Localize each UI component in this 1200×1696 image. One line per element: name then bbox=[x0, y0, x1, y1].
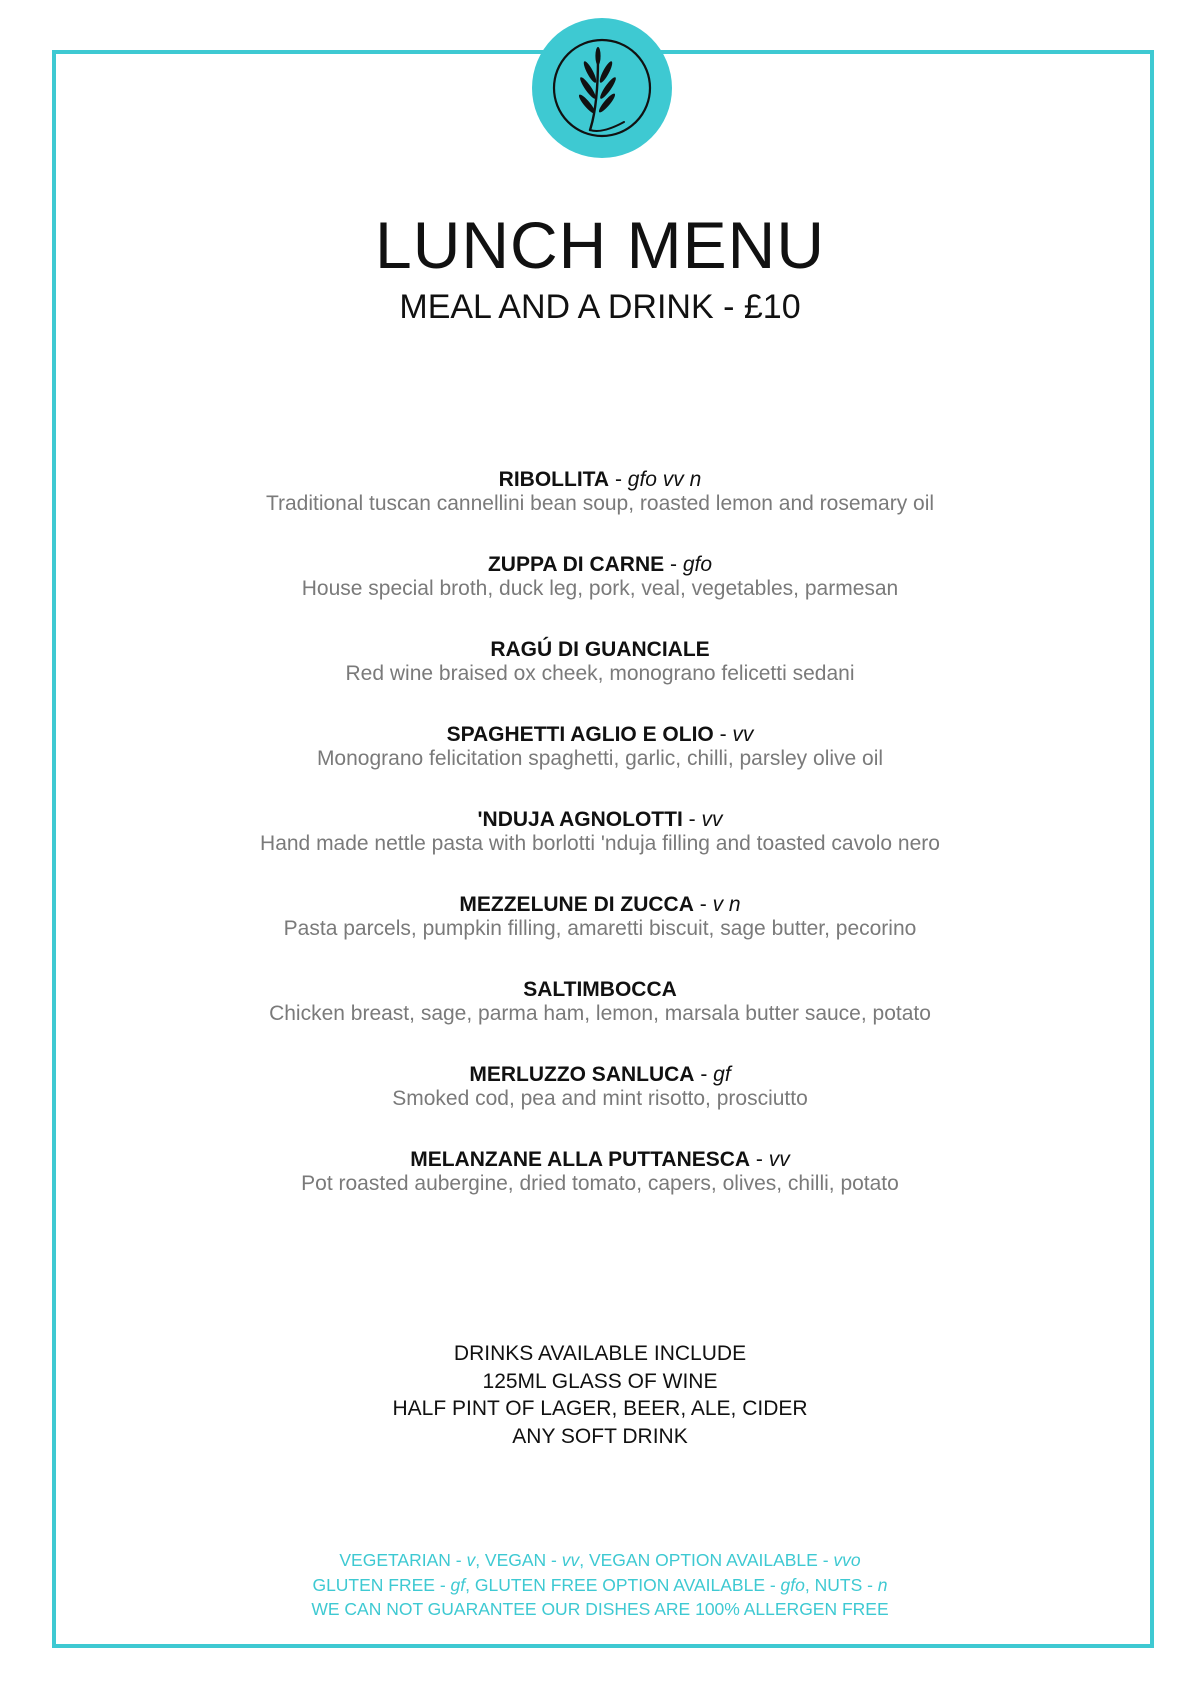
item-name: MEZZELUNE DI ZUCCA bbox=[459, 893, 694, 916]
menu-item bbox=[0, 1148, 1200, 1233]
drinks-section bbox=[0, 1340, 1200, 1450]
menu-item bbox=[0, 553, 1200, 638]
item-description: House special broth, duck leg, pork, veal, vegetables, parmesan bbox=[301, 577, 899, 600]
item-description: Traditional tuscan cannellini bean soup, roasted lemon and rosemary oil bbox=[265, 492, 935, 515]
item-name: MELANZANE ALLA PUTTANESCA bbox=[410, 1148, 751, 1171]
item-description: Smoked cod, pea and mint risotto, prosciutto bbox=[392, 1087, 808, 1110]
menu-item bbox=[0, 978, 1200, 1063]
item-description: Chicken breast, sage, parma ham, lemon, marsala butter sauce, potato bbox=[269, 1002, 931, 1025]
allergen-disclaimer: WE CAN NOT GUARANTEE OUR DISHES ARE 100% ALLERGEN FREE bbox=[311, 1599, 889, 1619]
item-separator: - bbox=[664, 553, 683, 576]
gluten-free-option-label: , GLUTEN FREE OPTION AVAILABLE - bbox=[465, 1574, 781, 1595]
item-name: MERLUZZO SANLUCA bbox=[469, 1063, 695, 1086]
dietary-tags: gf bbox=[713, 1063, 731, 1086]
dietary-tags: gfo vv n bbox=[627, 468, 702, 491]
vegetarian-label: VEGETARIAN - bbox=[339, 1550, 467, 1570]
allergen-key bbox=[0, 1548, 1200, 1622]
item-description: Monograno felicitation spaghetti, garlic, chilli, parsley olive oil bbox=[316, 747, 884, 770]
menu-item bbox=[0, 893, 1200, 978]
gluten-free-label: GLUTEN FREE - bbox=[312, 1574, 451, 1595]
page-title: LUNCH MENU bbox=[374, 208, 826, 282]
item-name: SPAGHETTI AGLIO E OLIO bbox=[446, 723, 714, 746]
item-name: ZUPPA DI CARNE bbox=[487, 553, 665, 576]
menu-item bbox=[0, 723, 1200, 808]
vegan-option-label: , VEGAN OPTION AVAILABLE - bbox=[579, 1550, 834, 1570]
item-name: 'NDUJA AGNOLOTTI bbox=[477, 808, 683, 831]
vegan-option-abbr: vvo bbox=[833, 1550, 861, 1570]
drinks-heading: DRINKS AVAILABLE INCLUDE bbox=[453, 1342, 747, 1365]
dietary-tags: vv bbox=[768, 1148, 790, 1171]
menu-item bbox=[0, 1063, 1200, 1148]
vegetarian-abbr: v bbox=[466, 1550, 476, 1570]
menu-list bbox=[0, 468, 1200, 1233]
item-name: SALTIMBOCCA bbox=[523, 978, 677, 1001]
item-separator: - bbox=[609, 468, 628, 491]
menu-item bbox=[0, 808, 1200, 893]
dietary-tags: gfo bbox=[682, 553, 713, 576]
drinks-line: ANY SOFT DRINK bbox=[512, 1424, 688, 1448]
item-name: RIBOLLITA bbox=[498, 468, 610, 491]
menu-item bbox=[0, 638, 1200, 723]
gluten-free-abbr: gf bbox=[450, 1574, 466, 1595]
logo bbox=[532, 18, 672, 158]
item-description: Pot roasted aubergine, dried tomato, capers, olives, chilli, potato bbox=[301, 1172, 899, 1195]
menu-item bbox=[0, 468, 1200, 553]
gluten-free-option-abbr: gfo bbox=[780, 1574, 805, 1595]
item-separator: - bbox=[693, 893, 713, 916]
nuts-label: , NUTS - bbox=[804, 1574, 878, 1595]
vegan-label: , VEGAN - bbox=[475, 1550, 562, 1570]
drinks-line: 125ML GLASS OF WINE bbox=[482, 1369, 718, 1393]
rosemary-sprig-icon bbox=[532, 18, 672, 158]
item-separator: - bbox=[694, 1063, 714, 1086]
dietary-tags: vv bbox=[701, 808, 723, 831]
item-name: RAGÚ DI GUANCIALE bbox=[490, 638, 710, 661]
dietary-tags: vv bbox=[732, 723, 754, 746]
drinks-line: HALF PINT OF LAGER, BEER, ALE, CIDER bbox=[392, 1397, 808, 1420]
allergen-line-diet bbox=[0, 1548, 1200, 1573]
item-description: Pasta parcels, pumpkin filling, amaretti biscuit, sage butter, pecorino bbox=[283, 917, 917, 940]
item-description: Red wine braised ox cheek, monograno felicetti sedani bbox=[345, 662, 855, 685]
item-separator: - bbox=[750, 1148, 769, 1171]
allergen-line-gluten bbox=[0, 1573, 1200, 1598]
item-description: Hand made nettle pasta with borlotti 'nduja filling and toasted cavolo nero bbox=[260, 832, 940, 855]
page-subtitle: MEAL AND A DRINK - £10 bbox=[399, 288, 801, 326]
dietary-tags: v n bbox=[712, 893, 741, 916]
vegan-abbr: vv bbox=[561, 1550, 580, 1570]
nuts-abbr: n bbox=[877, 1574, 888, 1595]
item-separator: - bbox=[713, 723, 733, 746]
item-separator: - bbox=[682, 808, 702, 831]
